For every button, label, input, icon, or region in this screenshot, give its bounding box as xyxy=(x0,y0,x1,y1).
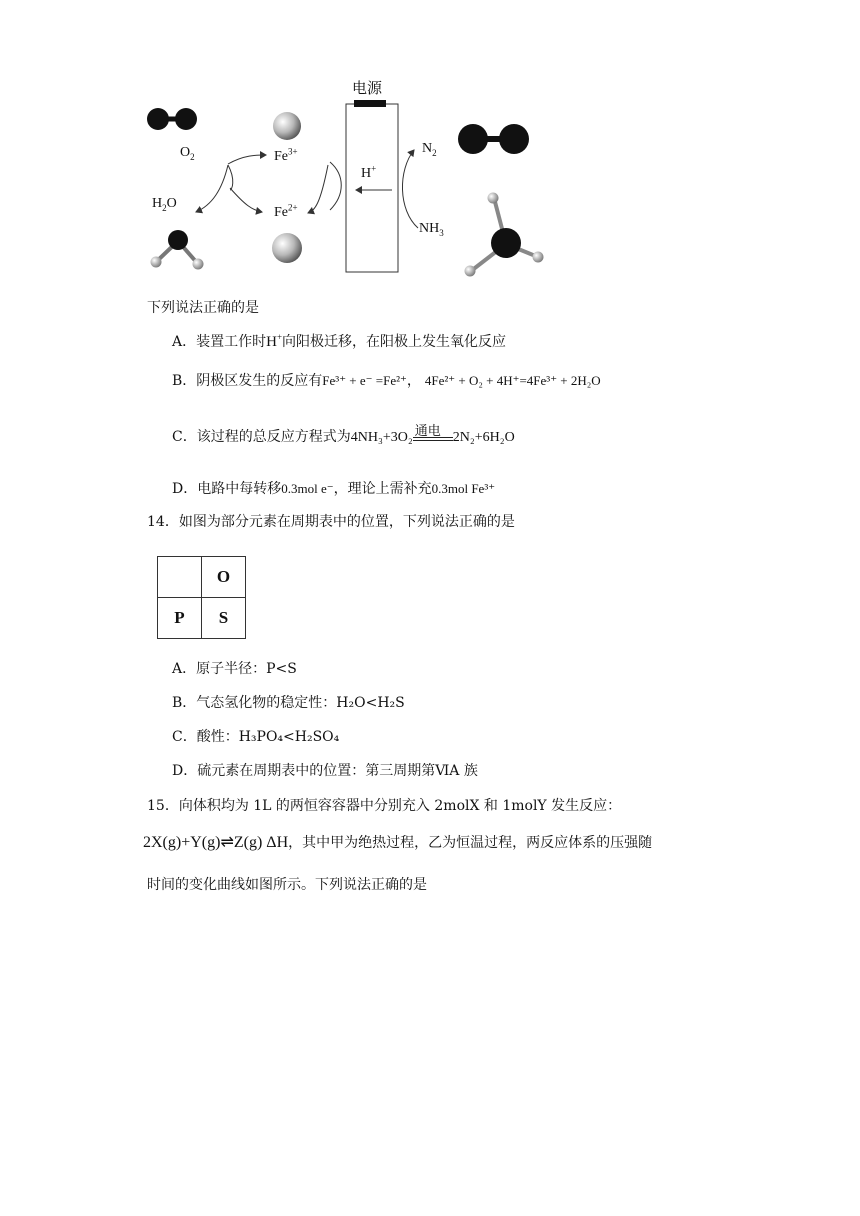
q15-equation: 2X(g)+Y(g)⇌Z(g) ΔH xyxy=(143,834,289,851)
q13-option-c: C．该过程的总反应方程式为4NH₃+3O₂ 通电 2N₂+6H₂O xyxy=(172,424,515,445)
fe3-to-fe2-arrow xyxy=(228,155,266,164)
q13-prompt: 下列说法正确的是 xyxy=(147,300,259,316)
q13-option-a: A．装置工作时H+向阳极迁移，在阳极上发生氧化反应 xyxy=(172,332,507,350)
table-cell-phosphorus: P xyxy=(158,598,202,639)
q13-option-b: B．阴极区发生的反应有Fe³⁺ + e⁻ =Fe²⁺， 4Fe²⁺ + O₂ + 4H⁺=4Fe³⁺ + 2H₂O xyxy=(172,373,601,389)
table-cell-oxygen: O xyxy=(202,557,246,598)
q14-option-a: A．原子半径：P<S xyxy=(172,661,297,677)
power-terminal xyxy=(354,100,386,107)
hplus-label: H+ xyxy=(361,163,377,181)
o2-molecule-icon xyxy=(147,108,197,130)
nh3-to-n2-arrow xyxy=(402,150,418,228)
n2-label: $N_2$ xyxy=(422,141,437,158)
q14-option-c: C．酸性：H₃PO₄<H₂SO₄ xyxy=(172,729,340,745)
q15-line1: 15．向体积均为 1L 的两恒容容器中分别充入 2molX 和 1molY 发生反应： xyxy=(147,798,622,814)
nh3-label: $NH_3$ xyxy=(419,221,444,238)
periodic-table-fragment xyxy=(157,556,246,639)
q14-option-d: D．硫元素在周期表中的位置：第三周期第ⅥA 族 xyxy=(172,763,478,779)
n2-molecule-icon xyxy=(458,124,529,154)
fe3-label: $Fe^{3+}$ xyxy=(274,146,298,164)
h2o-label: $H_2O$ xyxy=(152,196,177,213)
q13-option-d: D．电路中每转移0.3mol e⁻，理论上需补充0.3mol Fe³⁺ xyxy=(172,481,496,497)
q15-line2: 2X(g)+Y(g)⇌Z(g) ΔH，其中甲为绝热过程，乙为恒温过程，两反应体系的压强随 xyxy=(143,834,653,851)
h2o-molecule-icon xyxy=(151,230,204,270)
o2-to-h2o-arrow xyxy=(196,165,228,212)
q15-line3: 时间的变化曲线如图所示。下列说法正确的是 xyxy=(147,877,427,893)
electrolytic-cell xyxy=(346,104,398,272)
table-cell-empty xyxy=(158,557,202,598)
fe2-reaction-arrow xyxy=(230,188,262,212)
nh3-molecule-icon xyxy=(465,193,544,277)
q14-stem: 14．如图为部分元素在周期表中的位置，下列说法正确的是 xyxy=(147,514,515,530)
power-label: 电源 xyxy=(352,79,383,97)
o2-label: $O_2$ xyxy=(180,145,195,162)
q14-option-b: B．气态氢化物的稳定性：H₂O<H₂S xyxy=(172,695,405,711)
fe2-label: $Fe^{2+}$ xyxy=(274,202,298,220)
fe2-ion-icon xyxy=(272,233,302,263)
fe-cycle-arrow xyxy=(330,162,341,210)
fe3-ion-icon xyxy=(273,112,301,140)
table-cell-sulfur: S xyxy=(202,598,246,639)
